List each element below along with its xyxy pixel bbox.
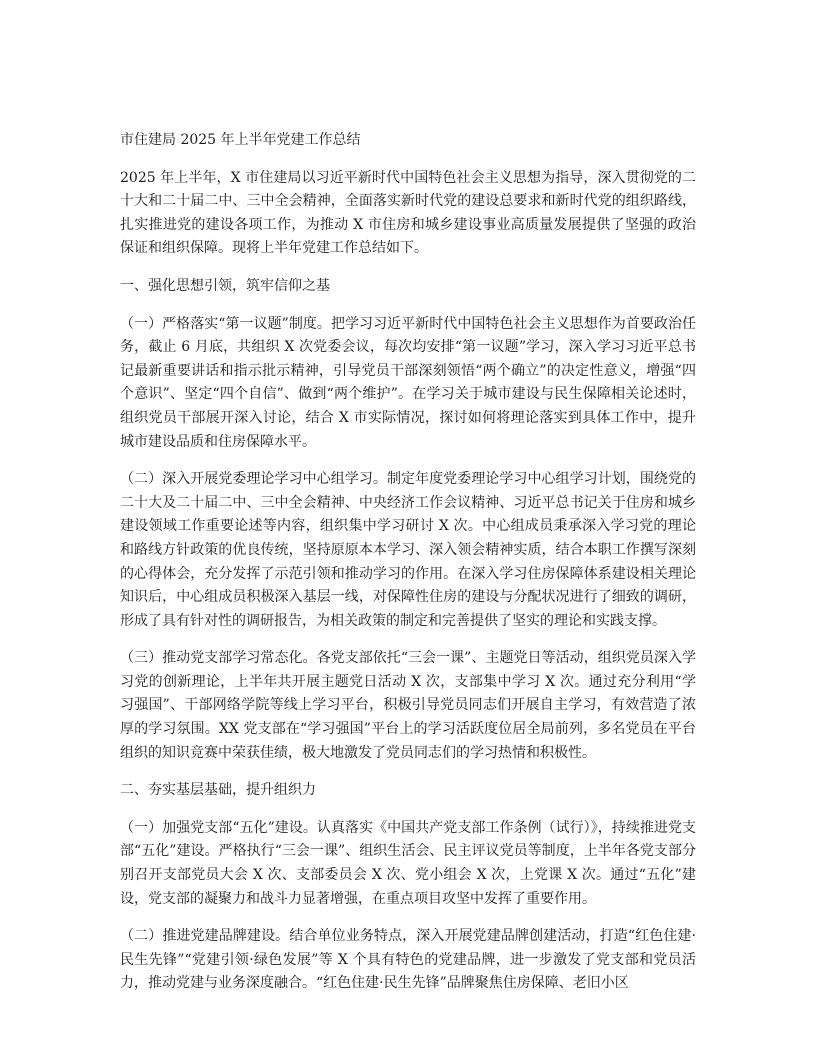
intro-paragraph: 2025 年上半年，X 市住建局以习近平新时代中国特色社会主义思想为指导，深入贯彻党的二十大和二十届二中、三中全会精神，全面落实新时代党的建设总要求和新时代党的组织路线，扎实推进党的建设各项工作，为推动 X 市住房和城乡建设事业高质量发展提供了坚强的政治保证和组织保障。现将上半年党建工作总结如下。 (120, 169, 696, 257)
section-heading-1: 一、强化思想引领，筑牢信仰之基 (120, 277, 330, 294)
section1-paragraph-2: （二）深入开展党委理论学习中心组学习。制定年度党委理论学习中心组学习计划，围绕党的二十大及二十届二中、三中全会精神、中央经济工作会议精神、习近平总书记关于住房和城乡建设领域工作重要论述等内容，组织集中学习研讨 X 次。中心组成员秉承深入学习党的理论和路线方针政策的优良传统，坚持原原本本学习、深入领会精神实质，结合本职工作撰写深刻的心得体会，充分发挥了示范引领和推动学习的作用。在深入学习住房保障体系建设相关理论知识后，中心组成员积极深入基层一线，对保障性住房的建设与分配状况进行了细致的调研，形成了具有针对性的调研报告，为相关政策的制定和完善提供了坚实的理论和实践支撑。 (120, 471, 696, 629)
section1-paragraph-1: （一）严格落实“第一议题”制度。把学习习近平新时代中国特色社会主义思想作为首要政治任务，截止 6 月底，共组织 X 次党委会议，每次均安排“第一议题”学习，深入学习习近平总书记最新重要讲话和指示批示精神，引导党员干部深刻领悟“两个确立”的决定性意义，增强“四个意识”、坚定“四个自信”、做到“两个维护”。在学习关于城市建设与民生保障相关论述时，组织党员干部展开深入讨论，结合 X 市实际情况，探讨如何将理论落实到具体工作中，提升城市建设品质和住房保障水平。 (120, 315, 696, 450)
section2-paragraph-2: （二）推进党建品牌建设。结合单位业务特点，深入开展党建品牌创建活动，打造“红色住建·民生先锋”“党建引领·绿色发展”等 X 个具有特色的党建品牌，进一步激发了党支部和党员活力，推动党建与业务深度融合。“红色住建·民生先锋”品牌聚焦住房保障、老旧小区 (120, 928, 696, 992)
section1-paragraph-3: （三）推动党支部学习常态化。各党支部依托“三会一课”、主题党日等活动，组织党员深入学习党的创新理论，上半年共开展主题党日活动 X 次，支部集中学习 X 次。通过充分利用“学习强国”、干部网络学院等线上学习平台，积极引导党员同志们开展自主学习，有效营造了浓厚的学习氛围。XX 党支部在“学习强国”平台上的学习活跃度位居全局前列，多名党员在平台组织的知识竞赛中荣获佳绩，极大地激发了党员同志们的学习热情和积极性。 (120, 650, 696, 761)
document-page (120, 118, 696, 996)
section2-paragraph-1: （一）加强党支部“五化”建设。认真落实《中国共产党支部工作条例（试行）》，持续推进党支部“五化”建设。严格执行“三会一课”、组织生活会、民主评议党员等制度，上半年各党支部分别召开支部党员大会 X 次、支部委员会 X 次、党小组会 X 次，上党课 X 次。通过“五化”建设，党支部的凝聚力和战斗力显著增强，在重点项目攻坚中发挥了重要作用。 (120, 819, 696, 907)
section-heading-2: 二、夯实基层基础，提升组织力 (120, 782, 316, 799)
document-title: 市住建局 2025 年上半年党建工作总结 (120, 132, 361, 148)
